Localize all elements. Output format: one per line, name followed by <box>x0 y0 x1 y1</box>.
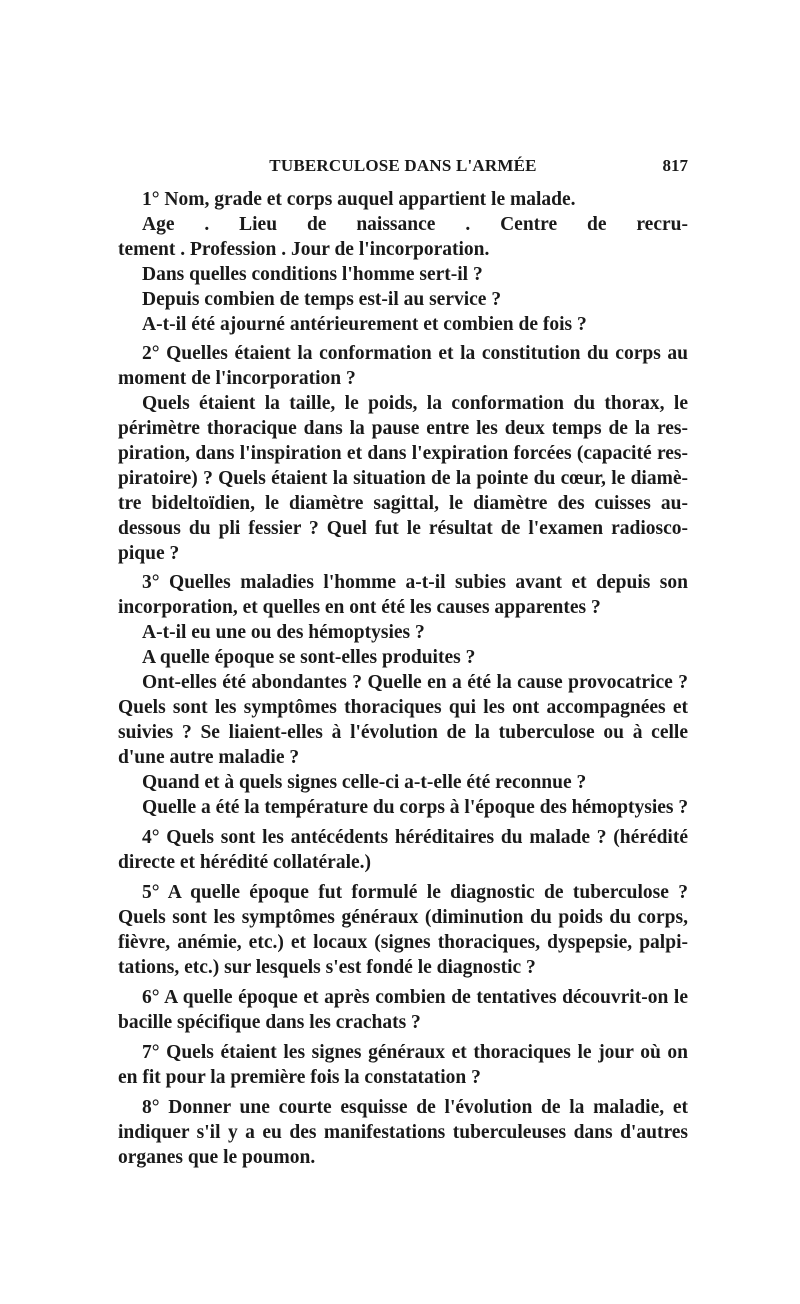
text-line: fièvre, anémie, etc.) et locaux (signes thoraciques, dyspepsie, palpi- <box>118 932 688 953</box>
running-title: TUBERCULOSE DANS L'ARMÉE <box>269 156 537 175</box>
text-line: tement . Profession . Jour de l'incorporation. <box>118 239 490 260</box>
text-line: A-t-il eu une ou des hémoptysies ? <box>142 622 425 643</box>
text-line: 5° A quelle époque fut formulé le diagnostic de tuberculose ? <box>142 882 688 903</box>
text-line: 3° Quelles maladies l'homme a-t-il subies avant et depuis son <box>142 572 688 593</box>
text-line: Age . Lieu de naissance . Centre de recru- <box>142 214 688 235</box>
text-line: tre bideltoïdien, le diamètre sagittal, le diamètre des cuisses au- <box>118 493 688 514</box>
text-line: Dans quelles conditions l'homme sert-il ? <box>142 264 483 285</box>
running-head <box>118 156 688 182</box>
text-line: suivies ? Se liaient-elles à l'évolution de la tuberculose ou à celle <box>118 722 688 743</box>
text-line: d'une autre maladie ? <box>118 747 300 768</box>
text-line: bacille spécifique dans les crachats ? <box>118 1012 421 1033</box>
text-line: 4° Quels sont les antécédents héréditaires du malade ? (hérédité <box>142 827 688 848</box>
text-line: Ont-elles été abondantes ? Quelle en a été la cause provocatrice ? <box>142 672 688 693</box>
text-line: Quand et à quels signes celle-ci a-t-elle été reconnue ? <box>142 772 587 793</box>
text-line: A-t-il été ajourné antérieurement et combien de fois ? <box>142 314 587 335</box>
text-line: organes que le poumon. <box>118 1147 316 1168</box>
text-line: 1° Nom, grade et corps auquel appartient le malade. <box>142 189 576 210</box>
text-line: Quels sont les symptômes généraux (diminution du poids du corps, <box>118 907 688 928</box>
text-line: Depuis combien de temps est-il au service ? <box>142 289 502 310</box>
text-line: indiquer s'il y a eu des manifestations tuberculeuses dans d'autres <box>118 1122 688 1143</box>
text-line: Quels sont les symptômes thoraciques qui les ont accompagnées et <box>118 697 688 718</box>
text-line: moment de l'incorporation ? <box>118 368 356 389</box>
text-line: incorporation, et quelles en ont été les causes apparentes ? <box>118 597 601 618</box>
text-line: 2° Quelles étaient la conformation et la constitution du corps au <box>142 343 688 364</box>
text-line: piration, dans l'inspiration et dans l'expiration forcées (capacité res- <box>118 443 688 464</box>
text-line: en fit pour la première fois la constatation ? <box>118 1067 481 1088</box>
text-line: pique ? <box>118 543 180 564</box>
text-line: tations, etc.) sur lesquels s'est fondé le diagnostic ? <box>118 957 536 978</box>
text-line: Quels étaient la taille, le poids, la conformation du thorax, le <box>142 393 688 414</box>
text-line: Quelle a été la température du corps à l'époque des hémoptysies ? <box>142 797 689 818</box>
text-line: A quelle époque se sont-elles produites ? <box>142 647 476 668</box>
text-line: dessous du pli fessier ? Quel fut le résultat de l'examen radiosco- <box>118 518 688 539</box>
page-number: 817 <box>662 156 688 175</box>
text-line: piratoire) ? Quels étaient la situation de la pointe du cœur, le diamè- <box>118 468 688 489</box>
text-line: 7° Quels étaient les signes généraux et thoraciques le jour où on <box>142 1042 688 1063</box>
text-line: directe et hérédité collatérale.) <box>118 852 372 873</box>
text-line: 8° Donner une courte esquisse de l'évolution de la maladie, et <box>142 1097 688 1118</box>
text-line: périmètre thoracique dans la pause entre les deux temps de la res- <box>118 418 688 439</box>
text-line: 6° A quelle époque et après combien de tentatives découvrit-on le <box>142 987 688 1008</box>
